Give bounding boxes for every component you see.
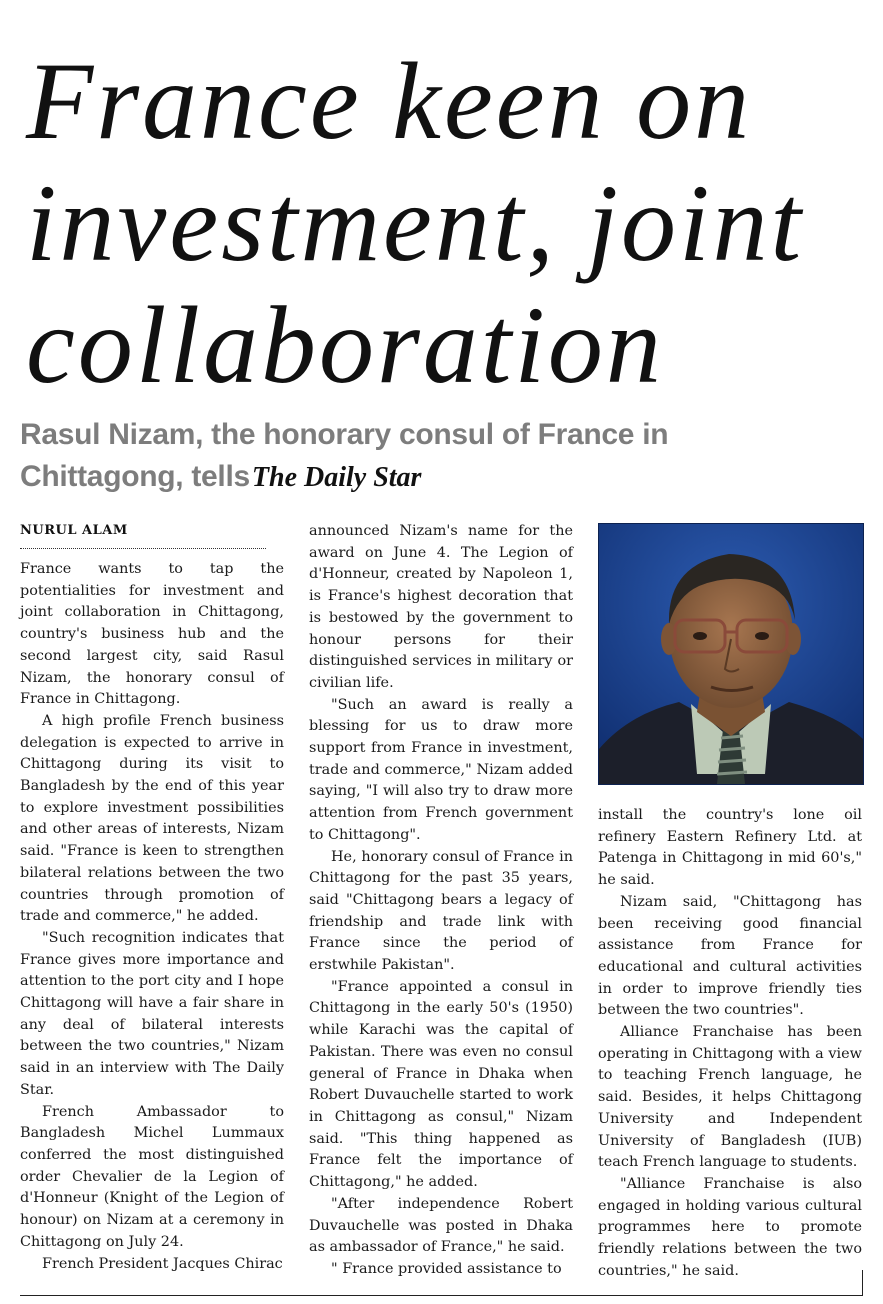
paragraph: "France appointed a consul in Chittagong in the early 50's (1950) while Karachi was the capital of Pakistan. There was even no consul general of France in Dhaka when Robert Duvauchelle started to work in Chittagong as consul," Nizam said. "This thing happened as France felt the importance of Chittagong," he added. [309, 978, 573, 1191]
paragraph: He, honorary consul of France in Chittagong for the past 35 years, said "Chittagong bears a legacy of friendship and trade link with France since the period of erstwhile Pakistan". [309, 848, 573, 974]
paragraph: Nizam said, "Chittagong has been receiving good financial assistance from France for educational and cultural activities in order to improve friendly ties between the two countries". [598, 893, 862, 1019]
paragraph: A high profile French business delegation is expected to arrive in Chittagong during its visit to Bangladesh by the end of this year to explore investment possibilities and other areas of interests, Nizam said. "France is keen to strengthen bilateral relations between the two countries through promotion of trade and commerce," he added. [20, 712, 284, 925]
paragraph: " France provided assistance to [331, 1260, 562, 1277]
headline-line-2: investment, joint [26, 162, 805, 284]
paragraph: announced Nizam's name for the award on June 4. The Legion of d'Honneur, created by Napoleon 1, is France's highest decoration that is bestowed by the government to honour persons for their distinguished services in military or civilian life. [309, 523, 573, 691]
byline: NURUL ALAM [20, 523, 128, 538]
byline-dotted-divider [20, 548, 266, 549]
paragraph: "Such recognition indicates that France gives more importance and attention to the port city and I hope Chittagong will have a fair share in any deal of bilateral interests between the two countries," Nizam said in an interview with The Daily Star. [20, 929, 284, 1098]
portrait-photo [598, 523, 864, 785]
headline [26, 40, 883, 406]
paragraph: "Alliance Franchaise is also engaged in holding various cultural programmes here to promote friendly relations between the two countries," he said. [598, 1175, 862, 1279]
paragraph: French President Jacques Chirac [42, 1255, 283, 1272]
paragraph: "After independence Robert Duvauchelle was posted in Dhaka as ambassador of France," he said. [309, 1195, 573, 1256]
paragraph: France wants to tap the potentialities for investment and joint collaboration in Chittagong, country's business hub and the second largest city, said Rasul Nizam, the honorary consul of France in Chittagong. [20, 561, 284, 708]
article-column-1 [20, 520, 284, 1275]
article-column-3 [598, 805, 862, 1282]
paragraph: install the country's lone oil refinery Eastern Refinery Ltd. at Patenga in Chittagong in mid 60's," he said. [598, 807, 862, 889]
subheadline-line-2-text: Chittagong, tells [20, 460, 250, 493]
newspaper-masthead-logo: The Daily Star [251, 462, 422, 493]
portrait-photo-icon [599, 524, 863, 784]
paragraph: "Such an award is really a blessing for us to draw more support from France in investment, trade and commerce," Nizam added saying, "I will also try to draw more attention from French government to Chittagong". [309, 696, 573, 843]
paragraph: French Ambassador to Bangladesh Michel Lummaux conferred the most distinguished order Chevalier de la Legion of d'Honneur (Knight of the Legion of honour) on Nizam at a ceremony in Chittagong on July 24. [20, 1103, 284, 1250]
subheadline-line-2 [20, 456, 870, 499]
headline-line-3: collaboration [26, 284, 664, 406]
right-border-rule [862, 1270, 863, 1296]
paragraph: Alliance Franchaise has been operating in Chittagong with a view to teaching French language, he said. Besides, it helps Chittagong University and Independent University of Bangladesh (IUB) teach French language to students. [598, 1024, 862, 1171]
article-column-2 [309, 521, 573, 1281]
subheadline [20, 414, 870, 499]
headline-line-1: France keen on [26, 40, 753, 162]
bottom-border-rule [20, 1295, 863, 1296]
subheadline-line-1: Rasul Nizam, the honorary consul of France in [20, 418, 669, 451]
